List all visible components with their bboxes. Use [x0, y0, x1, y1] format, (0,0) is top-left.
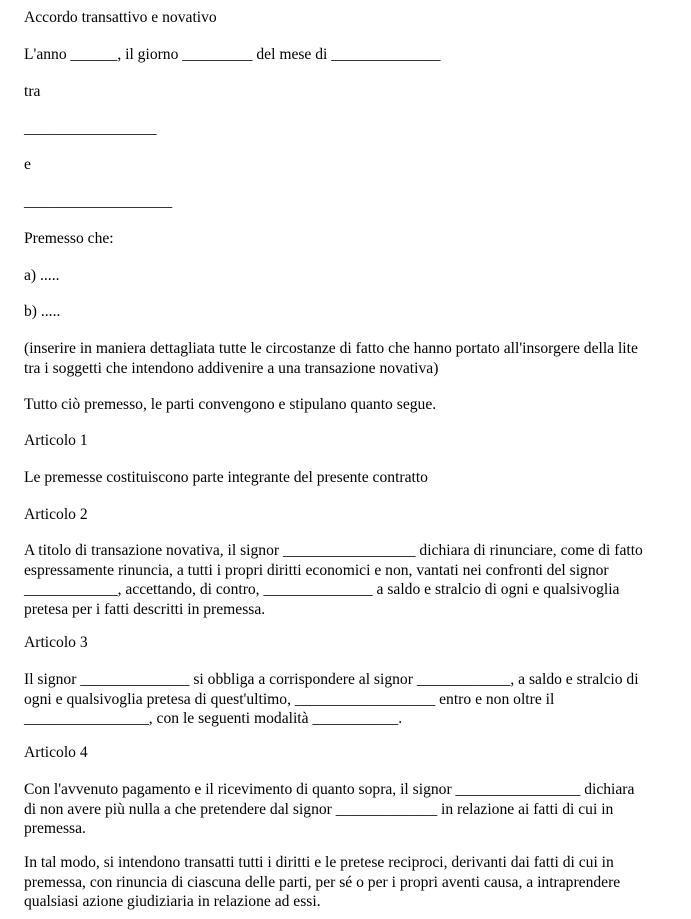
- article-3-text: [24, 670, 664, 729]
- article-1-heading: Articolo 1: [24, 432, 88, 449]
- article-4-line: premessa.: [24, 820, 86, 838]
- final-line: qualsiasi azione giudiziaria in relazione ad essi.: [24, 893, 321, 911]
- final-paragraph: [24, 853, 664, 912]
- article-2-heading: Articolo 2: [24, 506, 88, 523]
- final-line: In tal modo, si intendono transatti tutti i diritti e le pretese reciproci, derivanti dai fatti di cui in: [24, 854, 614, 871]
- tra-label: tra: [24, 83, 41, 100]
- document-title: Accordo transattivo e novativo: [24, 9, 217, 26]
- article-2-line: ____________, accettando, di contro, ______________ a saldo e stralcio di ogni e qualsivoglia: [24, 581, 620, 599]
- article-2-line: A titolo di transazione novativa, il signor _________________ dichiara di rinunciare, come di fatto: [24, 542, 643, 559]
- tutto-cio-paragraph: Tutto ciò premesso, le parti convengono e stipulano quanto segue.: [24, 396, 437, 413]
- premise-item-a: a) .....: [24, 267, 60, 284]
- date-line: L'anno ______, il giorno _________ del mese di ______________: [24, 46, 441, 63]
- article-4-heading: Articolo 4: [24, 744, 88, 761]
- article-4-line: Con l'avvenuto pagamento e il ricevimento di quanto sopra, il signor ________________ dichiara: [24, 781, 635, 798]
- article-3-line: ogni e qualsivoglia pretesa di quest'ultimo, __________________ entro e non oltre il: [24, 690, 555, 708]
- article-1-text: Le premesse costituiscono parte integrante del presente contratto: [24, 469, 428, 486]
- article-3-line: ________________, con le seguenti modalità ___________.: [24, 710, 403, 728]
- party-one-blank: _________________: [24, 120, 157, 137]
- article-2-line: pretesa per i fatti descritti in premessa.: [24, 600, 266, 618]
- e-label: e: [24, 156, 31, 173]
- article-4-text: [24, 780, 664, 839]
- article-2-line: espressamente rinuncia, a tutti i propri diritti economici e non, vantati nei confronti del signor: [24, 561, 609, 579]
- note-line: tra i soggetti che intendono addivenire a una transazione novativa): [24, 359, 439, 377]
- premesso-heading: Premesso che:: [24, 230, 114, 247]
- article-3-heading: Articolo 3: [24, 634, 88, 651]
- final-line: premessa, con rinuncia di ciascuna delle parti, per sé o per i propri aventi causa, a intraprendere: [24, 873, 621, 891]
- article-2-text: [24, 541, 664, 619]
- article-4-line: di non avere più nulla a che pretendere dal signor _____________ in relazione ai fatti di cui in: [24, 800, 614, 818]
- article-3-line: Il signor ______________ si obbliga a corrispondere al signor ____________, a saldo e stralcio di: [24, 671, 639, 688]
- party-two-blank: ___________________: [24, 193, 173, 210]
- instruction-note: [24, 339, 664, 378]
- note-line: (inserire in maniera dettagliata tutte le circostanze di fatto che hanno portato all'insorgere della lite: [24, 340, 638, 357]
- premise-item-b: b) .....: [24, 303, 61, 320]
